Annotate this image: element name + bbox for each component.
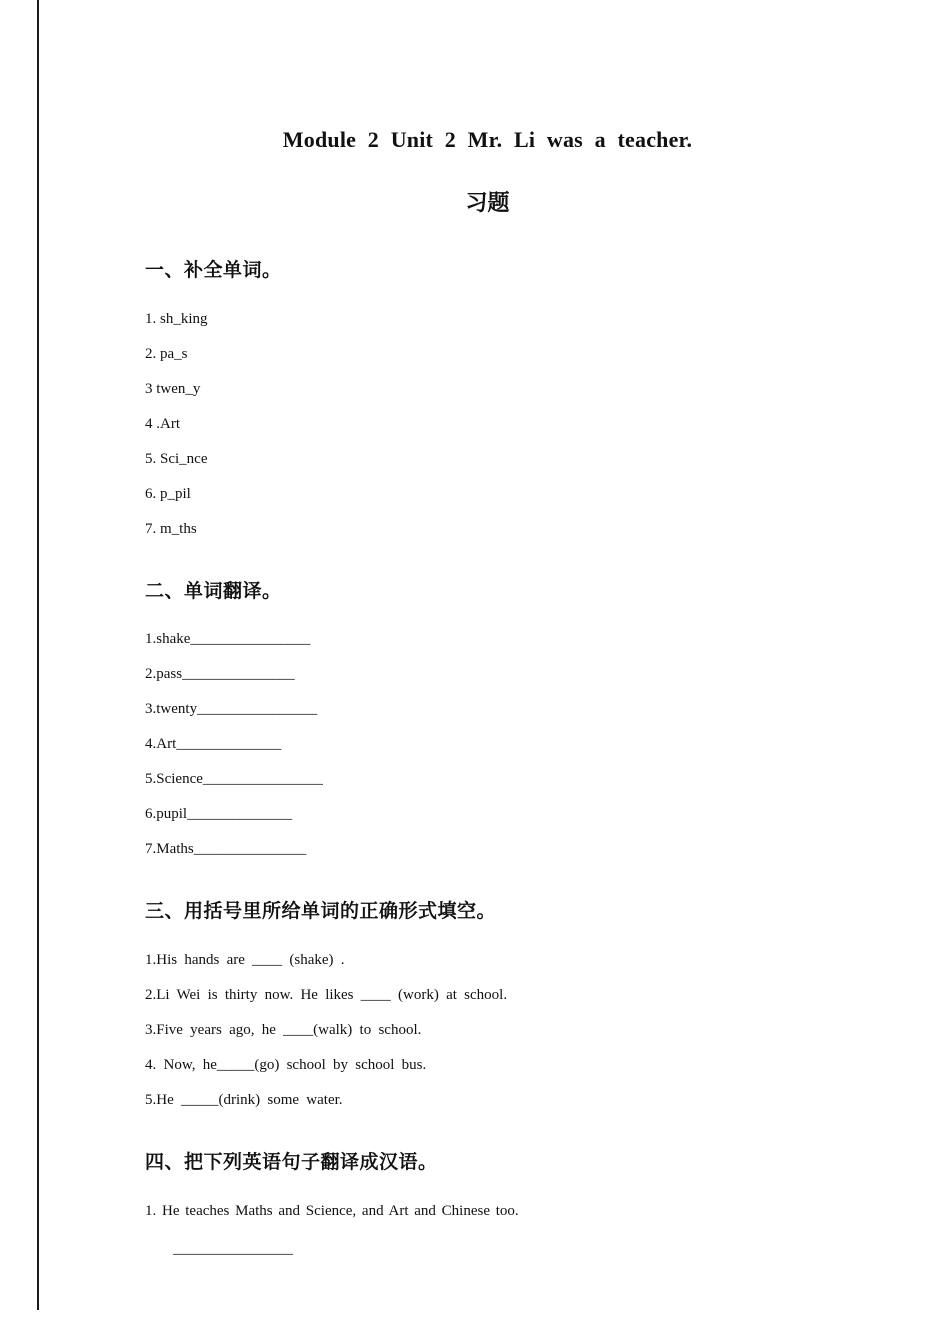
fill-in-blank-item: 4. Now, he_____(go) school by school bus. — [145, 1057, 427, 1074]
word-completion-item: 1. sh_king — [145, 310, 208, 327]
document-subtitle: 习题 — [465, 189, 510, 215]
translation-sentence-item: 1. He teaches Maths and Science, and Art and Chinese too. — [145, 1203, 519, 1220]
translation-sentence-item: ________________ — [173, 1241, 293, 1258]
word-translation-item: 5.Science________________ — [145, 771, 323, 788]
section-1 — [145, 260, 830, 537]
fill-in-blank-item: 1.His hands are ____ (shake) . — [145, 952, 345, 969]
word-completion-item: 6. p_pil — [145, 485, 191, 502]
section-3 — [145, 901, 830, 1108]
word-completion-item: 7. m_ths — [145, 520, 197, 537]
section-2 — [145, 581, 830, 858]
section-2-heading: 二、单词翻译。 — [145, 580, 282, 602]
word-completion-item: 2. pa_s — [145, 345, 188, 362]
section-1-items — [145, 311, 830, 537]
section-4 — [145, 1152, 830, 1257]
fill-in-blank-item: 2.Li Wei is thirty now. He likes ____ (work) at school. — [145, 987, 508, 1004]
word-completion-item: 4 .Art — [145, 415, 180, 432]
word-translation-item: 4.Art______________ — [145, 736, 282, 753]
word-translation-item: 1.shake________________ — [145, 631, 311, 648]
word-translation-item: 3.twenty________________ — [145, 701, 318, 718]
left-margin-line — [37, 0, 39, 1310]
section-3-items — [145, 952, 830, 1108]
fill-in-blank-item: 3.Five years ago, he ____(walk) to school. — [145, 1022, 422, 1039]
section-4-items — [145, 1203, 830, 1257]
section-3-heading: 三、用括号里所给单词的正确形式填空。 — [145, 901, 497, 923]
section-1-heading: 一、补全单词。 — [145, 259, 282, 281]
word-translation-item: 7.Maths_______________ — [145, 841, 307, 858]
word-translation-item: 2.pass_______________ — [145, 666, 295, 683]
section-2-items — [145, 631, 830, 857]
fill-in-blank-item: 5.He _____(drink) some water. — [145, 1092, 343, 1109]
word-translation-item: 6.pupil______________ — [145, 806, 293, 823]
word-completion-item: 5. Sci_nce — [145, 450, 208, 467]
word-completion-item: 3 twen_y — [145, 380, 201, 397]
section-4-heading: 四、把下列英语句子翻译成汉语。 — [145, 1152, 438, 1174]
document-title: Module 2 Unit 2 Mr. Li was a teacher. — [282, 127, 693, 152]
